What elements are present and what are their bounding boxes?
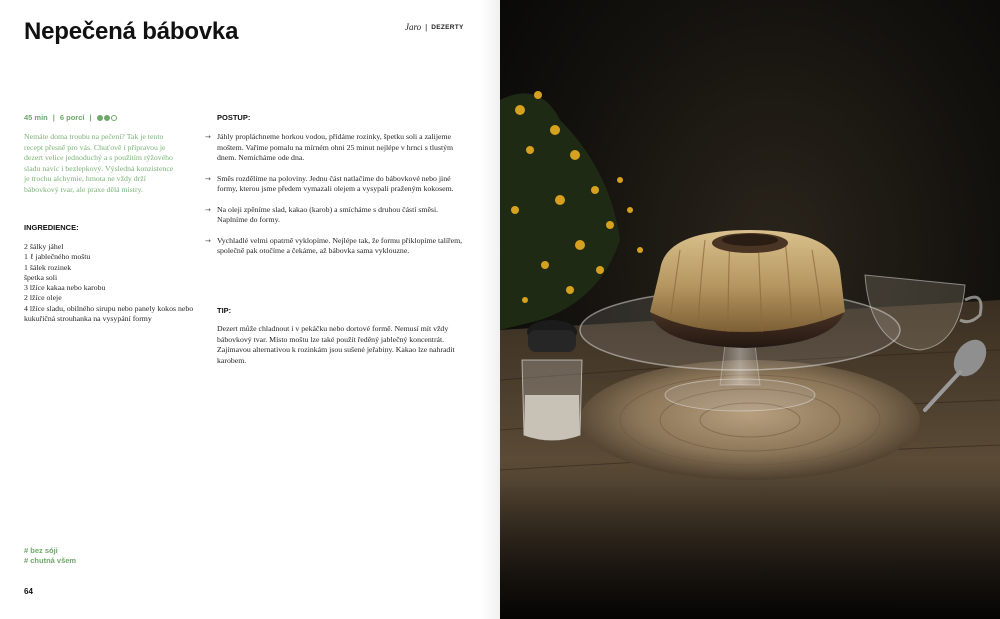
tip-text: Dezert může chladnout i v pekáčku nebo dortové formě. Nemusí mít vždy bábovkový tvar. Místo moštu lze také použít ředěný jablečný koncentrát. Zajímavou alternativou k rozinkám jsou sušené jeřabiny. Kakao lze nahradit karobem. <box>217 324 455 365</box>
difficulty-indicator <box>97 115 117 121</box>
section-label <box>405 22 464 32</box>
book-gutter <box>480 0 500 619</box>
recipe-meta <box>24 113 117 122</box>
section-separator: | <box>425 22 428 32</box>
bundt-cake <box>650 230 845 348</box>
ingredient-item: 4 lžíce sladu, obilného sirupu nebo panely kokos nebo kukuřičná strouhanka na vysypání formy <box>24 303 194 324</box>
method-step <box>205 205 467 226</box>
category-label: DEZERTY <box>431 23 464 31</box>
ingredient-item: špetka soli <box>24 272 58 282</box>
meta-separator: | <box>52 113 55 122</box>
recipe-photo <box>500 0 1000 619</box>
step-text: Směs rozdělíme na poloviny. Jednu část natlačíme do bábovkové nebo jiné formy, kterou jsme předem vymazali olejem a vysypali praženým kokosem. <box>217 173 454 193</box>
difficulty-dot-filled-icon <box>97 115 103 121</box>
season-label: Jaro <box>405 22 422 32</box>
step-text: Jáhly propláchneme horkou vodou, přidáme rozinky, špetku soli a zalijeme moštem. Vaříme pomalu na mírném ohni 25 minut nejlépe v hrnci s tlustým dnem. Nemícháme ode dna. <box>217 132 454 162</box>
method-steps <box>205 132 467 267</box>
method-step <box>205 132 467 164</box>
ingredients-heading: INGREDIENCE: <box>24 223 79 232</box>
ingredient-item: 1 ℓ jablečného moštu <box>24 252 91 262</box>
difficulty-dot-filled-icon <box>104 115 110 121</box>
recipe-intro: Nemáte doma troubu na pečení? Tak je tento recept přesně pro vás. Chuťově i přípravou je dezert velice jednoduchý a s použitím rýžového sladu navíc i bezlepkový. Výsledná konzistence je trochu alchymie, hmota ne vždy drží bábovkový tvar, ale praxe dělá mistry. <box>24 132 174 194</box>
arrow-icon: → <box>205 174 211 183</box>
tip-heading: TIP: <box>217 306 232 315</box>
recipe-title: Nepečená bábovka <box>24 18 239 45</box>
page-number: 64 <box>24 587 33 596</box>
method-step <box>205 236 467 257</box>
ingredients-list <box>24 242 194 324</box>
cake-photo-illustration <box>500 0 1000 619</box>
tag: # chutná všem <box>24 556 77 565</box>
prep-time: 45 min <box>24 113 48 122</box>
servings: 6 porcí <box>59 113 85 122</box>
ingredient-item: 2 šálky jáhel <box>24 242 64 251</box>
step-text: Na oleji zpěníme slad, kakao (karob) a smícháme s druhou částí směsi. Naplníme do formy. <box>217 204 439 224</box>
step-text: Vychladlé velmi opatrně vyklopíme. Nejlépe tak, že formu přiklopíme talířem, společně pak otočíme a čekáme, až bábovka sama vyklouzne. <box>217 235 463 255</box>
ingredient-item: 2 lžíce oleje <box>24 293 62 303</box>
recipe-tags <box>24 546 76 566</box>
difficulty-dot-empty-icon <box>111 115 117 121</box>
salt-shaker <box>522 320 582 440</box>
ingredient-item: 3 lžíce kakaa nebo karobu <box>24 283 106 293</box>
tag: # bez sóji <box>24 546 58 555</box>
method-heading: POSTUP: <box>217 113 251 122</box>
arrow-icon: → <box>205 133 211 141</box>
arrow-icon: → <box>205 236 211 245</box>
method-step <box>205 174 467 195</box>
ingredient-item: 1 šálek rozinek <box>24 262 72 272</box>
table-shadow <box>500 480 1000 619</box>
arrow-icon: → <box>205 205 211 214</box>
meta-separator: | <box>89 113 92 122</box>
